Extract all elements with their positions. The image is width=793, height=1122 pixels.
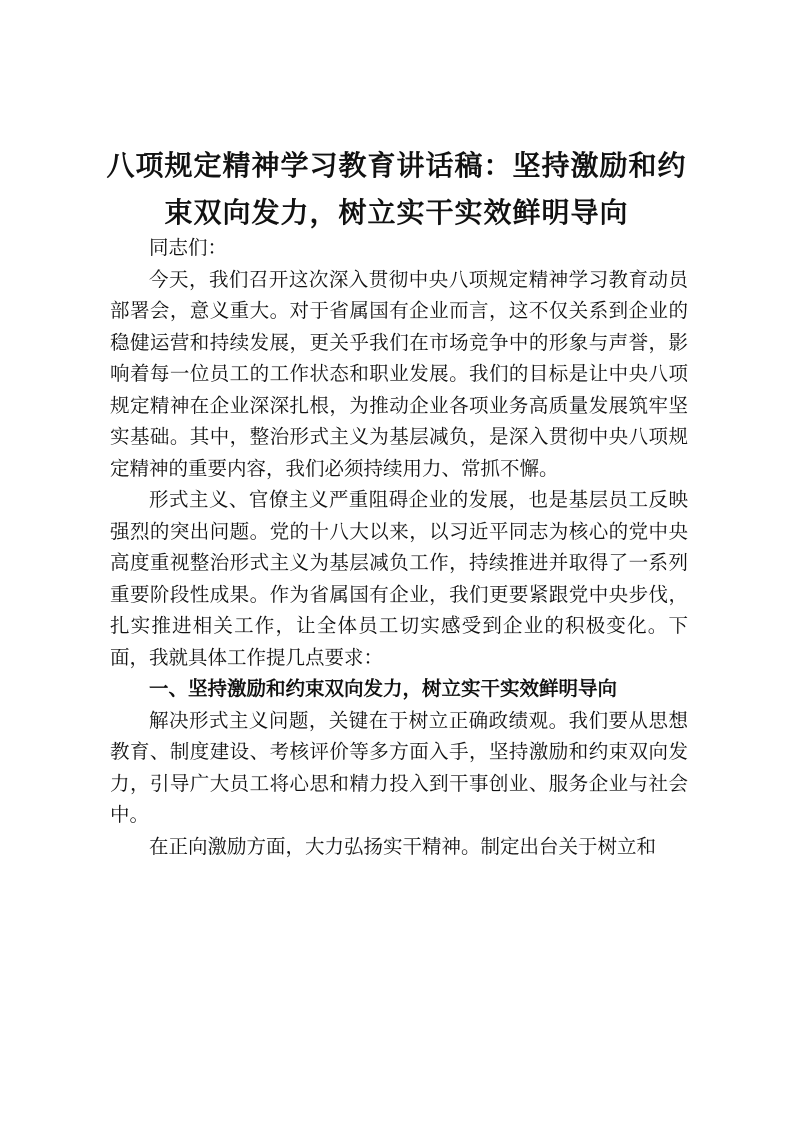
section-heading: 一、坚持激励和约束双向发力，树立实干实效鲜明导向 bbox=[149, 677, 618, 700]
salutation: 同志们： bbox=[149, 236, 228, 259]
section-paragraph: 解决形式主义问题，关键在于树立正确政绩观。我们要从思想教育、制度建设、考核评价等多方面入手，坚持激励和约束双向发力，引导广大员工将心思和精力投入到干事创业、服务企业与社会中。 bbox=[110, 708, 688, 826]
paragraph-intro: 今天，我们召开这次深入贯彻中央八项规定精神学习教育动员部署会，意义重大。对于省属国有企业而言，这不仅关系到企业的稳健运营和持续发展，更关乎我们在市场竞争中的形象与声誉，影响着每一位员工的工作状态和职业发展。我们的目标是让中央八项规定精神在企业深深扎根，为推动企业各项业务高质量发展筑牢坚实基础。其中，整治形式主义为基层减负，是深入贯彻中央八项规定精神的重要内容，我们必须持续用力、常抓不懈。 bbox=[110, 267, 688, 480]
section-paragraph: 在正向激励方面，大力弘扬实干精神。制定出台关于树立和 bbox=[149, 834, 657, 858]
document-title: 八项规定精神学习教育讲话稿：坚持激励和约束双向发力，树立实干实效鲜明导向 bbox=[106, 149, 687, 229]
document-body bbox=[110, 232, 688, 862]
paragraph-background: 形式主义、官僚主义严重阻碍企业的发展，也是基层员工反映强烈的突出问题。党的十八大以来，以习近平同志为核心的党中央高度重视整治形式主义为基层减负工作，持续推进并取得了一系列重要阶段性成果。作为省属国有企业，我们更要紧跟党中央步伐，扎实推进相关工作，让全体员工切实感受到企业的积极变化。下面，我就具体工作提几点要求： bbox=[110, 488, 688, 669]
